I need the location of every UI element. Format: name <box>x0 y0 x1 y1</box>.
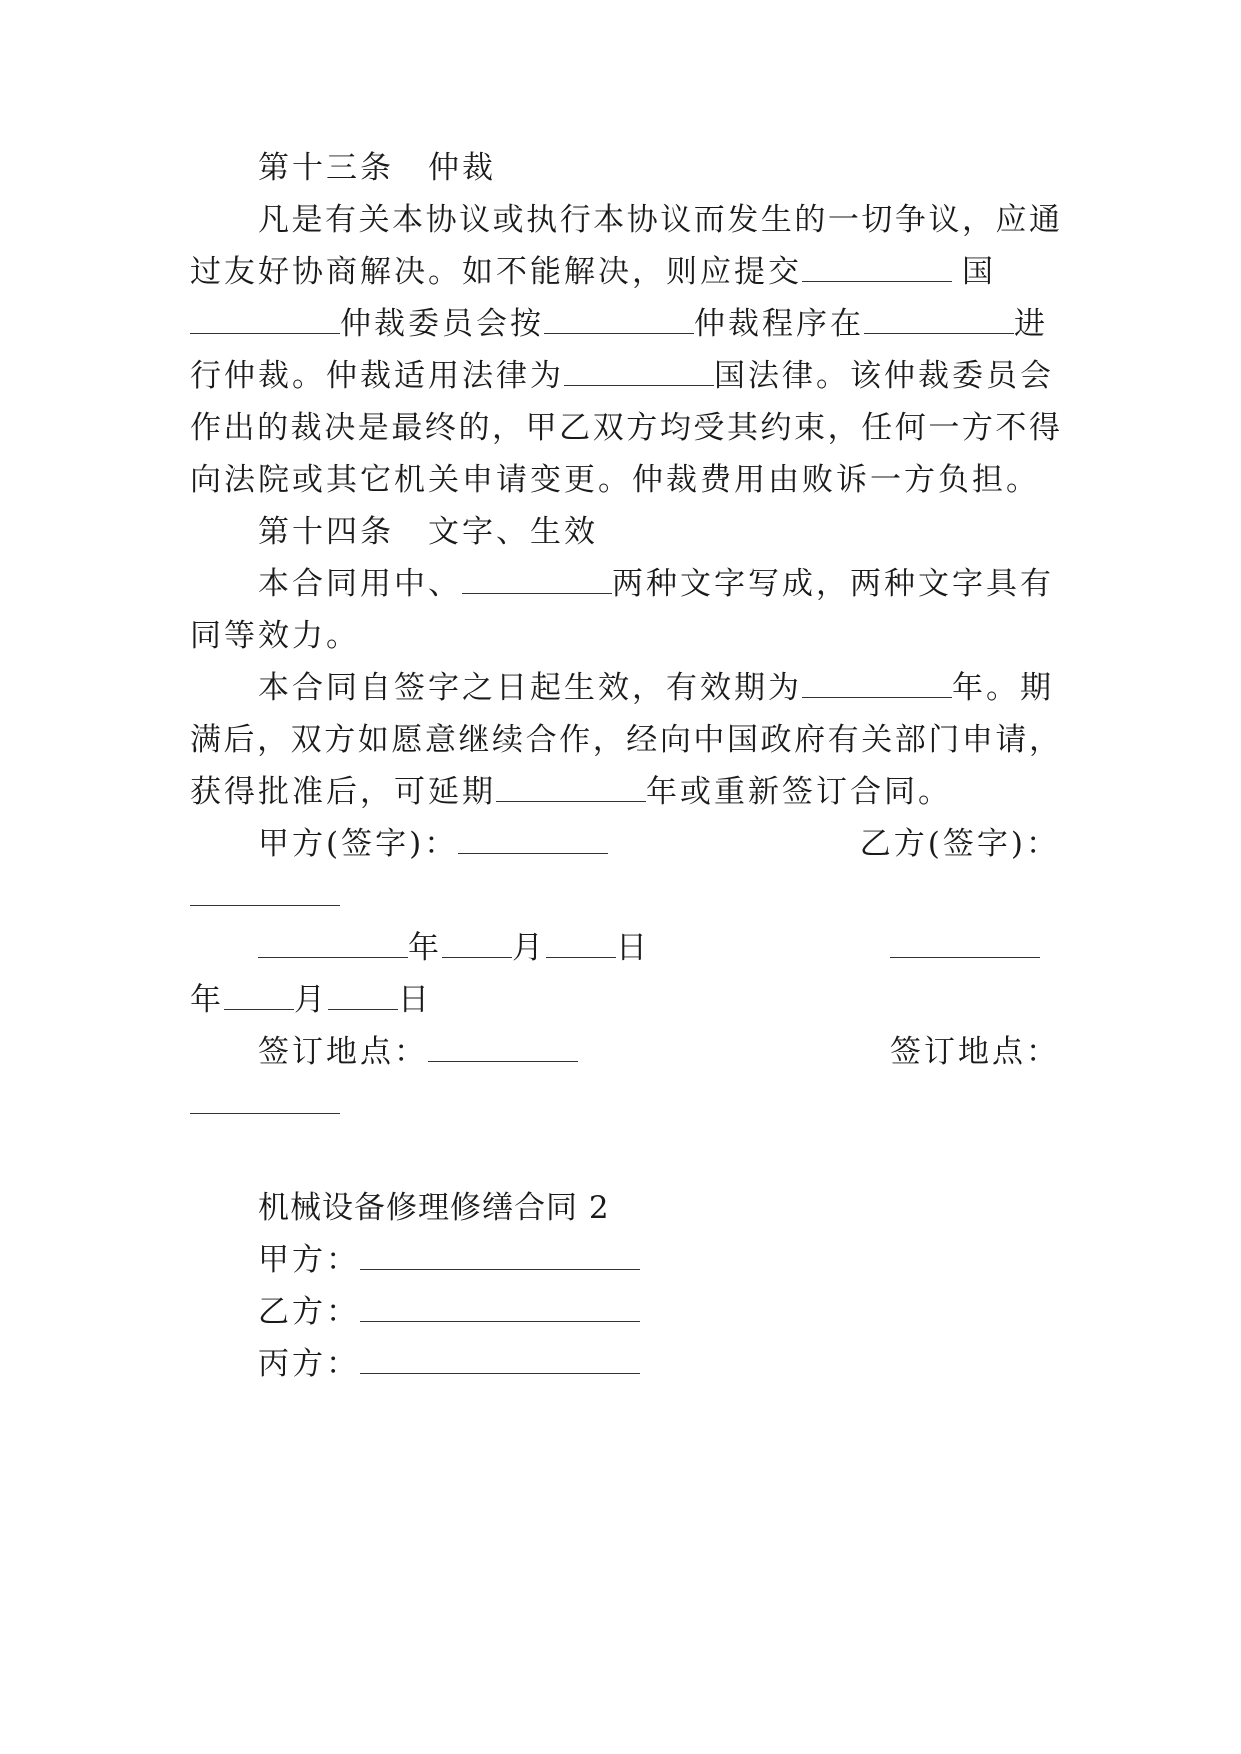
text-segment: 本合同自签字之日起生效，有效期为 <box>258 670 802 706</box>
blank-line <box>564 357 714 386</box>
party-a-label: 甲方(签字)： <box>258 826 459 862</box>
blank-line <box>802 669 952 698</box>
day-label: 日 <box>398 982 432 1018</box>
blank-line <box>190 1085 340 1114</box>
party-a-date <box>258 928 650 968</box>
party-a-label: 甲方： <box>258 1242 360 1278</box>
article-13-line-2 <box>190 252 1060 292</box>
blank-line <box>190 877 340 906</box>
text-segment: 国 <box>962 254 996 290</box>
contract-2-party-a <box>258 1240 1060 1280</box>
day-label: 日 <box>616 930 650 966</box>
blank-line <box>458 825 608 854</box>
article-13-line-4 <box>190 356 1060 396</box>
text-segment: 仲裁程序在 <box>694 306 864 342</box>
contract-2-title: 机械设备修理修缮合同 2 <box>258 1190 610 1226</box>
article-13-heading: 第十三条 仲裁 <box>258 150 496 186</box>
party-a-signature <box>258 824 608 864</box>
text-segment: 获得批准后，可延期 <box>190 774 496 810</box>
party-b-date <box>190 980 1060 1020</box>
party-b-place-blank <box>190 1084 1060 1124</box>
blank-line <box>224 981 294 1010</box>
article-14-line-2: 同等效力。 <box>190 618 360 654</box>
year-label: 年 <box>408 930 442 966</box>
blank-line <box>546 929 616 958</box>
article-14-line-4: 满后，双方如愿意继续合作，经向中国政府有关部门申请， <box>190 722 1060 758</box>
blank-line <box>864 305 1014 334</box>
blank-line <box>360 1241 640 1270</box>
blank-line <box>544 305 694 334</box>
text-segment: 进 <box>1014 306 1048 342</box>
text-segment: 两种文字写成，两种文字具有 <box>612 566 1054 602</box>
article-13-line-6: 向法院或其它机关申请变更。仲裁费用由败诉一方负担。 <box>190 462 1040 498</box>
text-segment: 仲裁委员会按 <box>340 306 544 342</box>
article-13-line-3 <box>190 304 1060 344</box>
article-14-line-1 <box>258 564 1060 604</box>
party-b-date-blank <box>890 928 1040 968</box>
article-13-line-1: 凡是有关本协议或执行本协议而发生的一切争议，应通 <box>258 202 1060 238</box>
blank-line <box>258 929 408 958</box>
party-a-place <box>258 1032 578 1072</box>
article-13-line-5: 作出的裁决是最终的，甲乙双方均受其约束，任何一方不得 <box>190 410 1060 446</box>
place-label: 签订地点： <box>258 1034 428 1070</box>
month-label: 月 <box>512 930 546 966</box>
text-segment: 本合同用中、 <box>258 566 462 602</box>
party-b-label: 乙方： <box>258 1294 360 1330</box>
party-b-place-label: 签订地点： <box>890 1034 1060 1070</box>
blank-line <box>442 929 512 958</box>
text-segment: 年或重新签订合同。 <box>646 774 952 810</box>
blank-line <box>890 929 1040 958</box>
text-segment: 过友好协商解决。如不能解决，则应提交 <box>190 254 802 290</box>
article-14-heading: 第十四条 文字、生效 <box>258 514 598 550</box>
text-segment: 行仲裁。仲裁适用法律为 <box>190 358 564 394</box>
month-label: 月 <box>294 982 328 1018</box>
blank-line <box>428 1033 578 1062</box>
text-segment: 国法律。该仲裁委员会 <box>714 358 1054 394</box>
article-14-line-3 <box>258 668 1060 708</box>
year-label: 年 <box>190 982 224 1018</box>
blank-line <box>328 981 398 1010</box>
blank-line <box>360 1293 640 1322</box>
party-b-signature-label: 乙方(签字)： <box>859 826 1060 862</box>
party-b-signature-blank <box>190 876 1060 916</box>
contract-2-party-b <box>258 1292 1060 1332</box>
blank-line <box>190 305 340 334</box>
contract-2-party-c <box>258 1344 1060 1384</box>
blank-line <box>462 565 612 594</box>
text-segment: 年。期 <box>952 670 1054 706</box>
blank-line <box>496 773 646 802</box>
blank-line <box>360 1345 640 1374</box>
blank-line <box>802 253 952 282</box>
article-14-line-5 <box>190 772 1060 812</box>
party-c-label: 丙方： <box>258 1346 360 1382</box>
